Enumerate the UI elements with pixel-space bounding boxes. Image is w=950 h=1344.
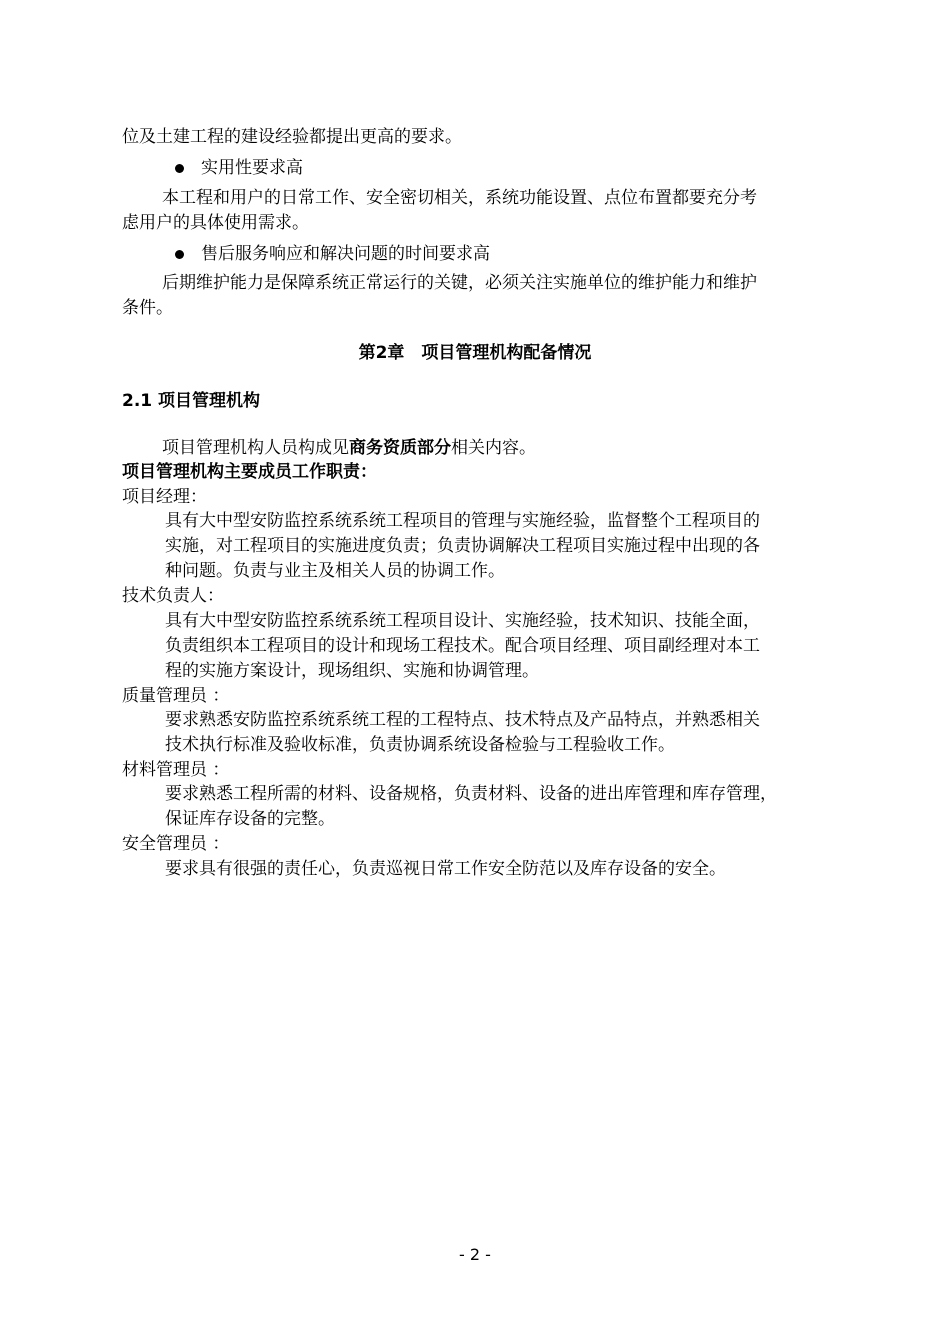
bullet-item: 售后服务响应和解决问题的时间要求高 <box>201 244 490 264</box>
role-name: 材料管理员 ： <box>122 760 230 780</box>
lead-text-end: 相关内容。 <box>451 438 536 458</box>
role-description-line: 具有大中型安防监控系统系统工程项目的管理与实施经验，监督整个工程项目的 <box>165 511 760 531</box>
paragraph-line: 条件。 <box>122 298 173 318</box>
lead-paragraph <box>162 435 536 461</box>
paragraph-line: 后期维护能力是保障系统正常运行的关键，必须关注实施单位的维护能力和维护 <box>162 273 757 293</box>
chapter-title: 第2章 项目管理机构配备情况 <box>358 343 592 363</box>
role-description-line: 保证库存设备的完整。 <box>165 809 335 829</box>
role-name: 质量管理员 ： <box>122 686 230 706</box>
paragraph-line: 虑用户的具体使用需求。 <box>122 213 309 233</box>
bullet-icon <box>175 250 184 259</box>
paragraph-line: 位及土建工程的建设经验都提出更高的要求。 <box>122 127 462 147</box>
duties-heading: 项目管理机构主要成员工作职责： <box>122 462 377 482</box>
role-description-line: 实施，对工程项目的实施进度负责；负责协调解决工程项目实施过程中出现的各 <box>165 536 760 556</box>
section-title: 2.1 项目管理机构 <box>122 391 261 411</box>
lead-text: 项目管理机构人员构成见 <box>162 438 349 458</box>
paragraph-line: 本工程和用户的日常工作、安全密切相关，系统功能设置、点位布置都要充分考 <box>162 188 757 208</box>
role-description-line: 负责组织本工程项目的设计和现场工程技术。配合项目经理、项目副经理对本工 <box>165 636 760 656</box>
role-description-line: 技术执行标准及验收标准，负责协调系统设备检验与工程验收工作。 <box>165 735 675 755</box>
bullet-item: 实用性要求高 <box>201 158 303 178</box>
role-description-line: 要求熟悉安防监控系统系统工程的工程特点、技术特点及产品特点，并熟悉相关 <box>165 710 760 730</box>
lead-bold-text: 商务资质部分 <box>349 438 451 458</box>
role-description-line: 要求具有很强的责任心，负责巡视日常工作安全防范以及库存设备的安全。 <box>165 859 726 879</box>
role-name: 技术负责人： <box>122 586 224 606</box>
role-description-line: 具有大中型安防监控系统系统工程项目设计、实施经验，技术知识、技能全面， <box>165 611 760 631</box>
role-description-line: 种问题。负责与业主及相关人员的协调工作。 <box>165 561 505 581</box>
role-description-line: 要求熟悉工程所需的材料、设备规格，负责材料、设备的进出库管理和库存管理， <box>165 784 777 804</box>
role-name: 安全管理员 ： <box>122 834 230 854</box>
role-description-line: 程的实施方案设计，现场组织、实施和协调管理。 <box>165 661 539 681</box>
role-name: 项目经理： <box>122 487 207 507</box>
bullet-icon <box>175 164 184 173</box>
page-number: - 2 - <box>459 1245 491 1264</box>
